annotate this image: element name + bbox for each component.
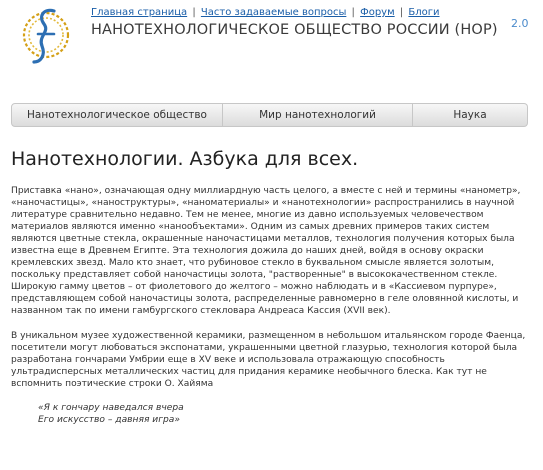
- article-paragraph-1: Приставка «нано», означающая одну миллиардную часть целого, а вместе с ней и термины «нанометр», «наночастицы», «наноструктуры», «наноматериалы» и «нанотехнологии» распространились в научной литературе сравнительно недавно. Тем не менее, многие из давно используемых человечеством материалов являются именно «нанообъектами». Одним из самых древних примеров таких систем являются цветные стекла, окрашенные наночастицами металлов, технология получения которых была известна еще в Древнем Египте. Эта технология дожила до наших дней, войдя в основу окраски кремлевских звезд. Мало кто знает, что рубиновое стекло в буквальном смысле является золотым, поскольку представляет собой наночастицы золота, "растворенные" в высококачественном стекле. Широкую гамму цветов – от фиолетового до желтого – можно наблюдать и в «Кассиевом пурпуре», представляющем собой наночастицы золота, распределенные равномерно в геле оловянной кислоты, и названном так по имени гамбургского стекловара Андреаса Кассия (XVII век).: [11, 186, 521, 317]
- nav-item-nanotech-world[interactable]: Мир нанотехнологий: [223, 103, 413, 127]
- site-logo[interactable]: [14, 2, 78, 68]
- article-paragraph-2: В уникальном музее художественной керамики, размещенном в небольшом итальянском городе Фаенца, посетители могут любоваться экспонатами, украшенными цветной глазурью, технология которой была разработана гончарами Умбрии еще в XV веке и использовала отражающую способность ультрадисперсных металлических частиц для придания керамике необычного блеска. Как тут не вспомнить поэтические строки О. Хайяма: [11, 330, 526, 389]
- link-blogs[interactable]: Блоги: [408, 7, 440, 18]
- link-separator: |: [399, 7, 404, 18]
- nav-item-science[interactable]: Наука: [413, 103, 528, 127]
- quote-line-1: «Я к гончару наведался вчера: [38, 402, 184, 413]
- link-faq[interactable]: Часто задаваемые вопросы: [200, 7, 347, 18]
- main-nav: [11, 103, 528, 127]
- link-separator: |: [192, 7, 196, 18]
- link-home[interactable]: Главная страница: [91, 7, 188, 18]
- quote-line-2: Его искусство – давняя игра»: [38, 414, 180, 425]
- link-forum[interactable]: Форум: [360, 7, 395, 18]
- link-separator: |: [351, 7, 355, 18]
- top-links: [91, 7, 440, 18]
- page-title: Нанотехнологии. Азбука для всех.: [11, 148, 359, 170]
- site-title: НАНОТЕХНОЛОГИЧЕСКОЕ ОБЩЕСТВО РОССИИ (НОР): [91, 22, 498, 38]
- version-badge: 2.0: [511, 17, 529, 30]
- nav-item-nanotech-society[interactable]: Нанотехнологическое общество: [11, 103, 223, 127]
- article-body: [11, 185, 533, 426]
- poem-quote: [38, 402, 533, 426]
